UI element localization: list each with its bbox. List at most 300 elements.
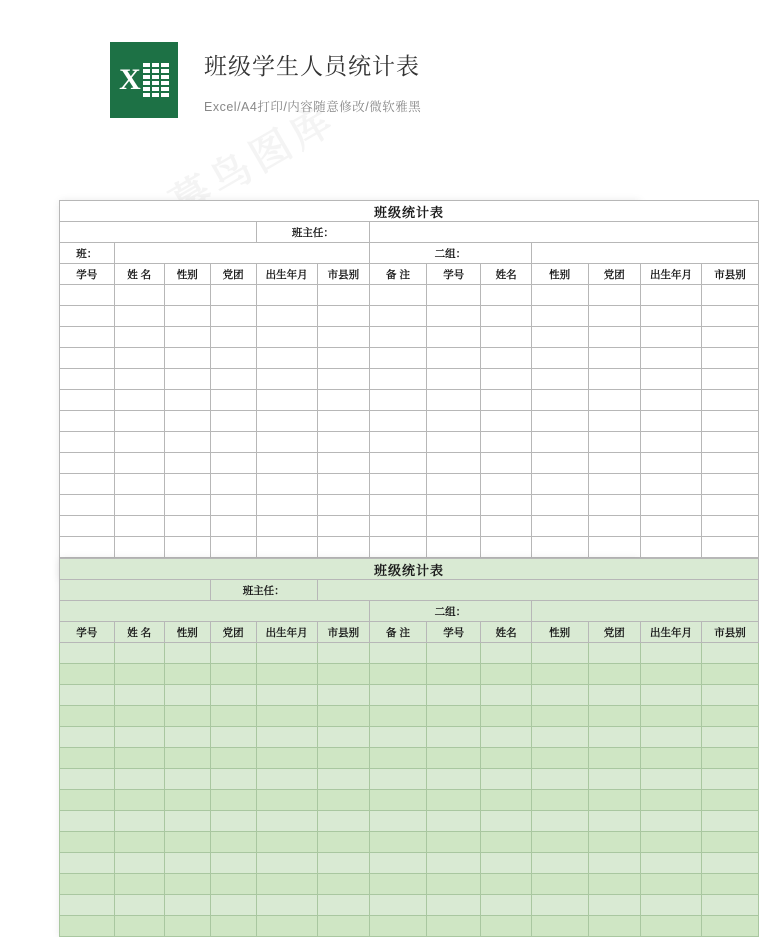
table-cell[interactable]: [256, 432, 317, 453]
table-cell[interactable]: [114, 516, 164, 537]
table-cell[interactable]: [531, 390, 588, 411]
table-cell[interactable]: [481, 769, 531, 790]
table-cell[interactable]: [640, 474, 701, 495]
table-cell[interactable]: [426, 916, 481, 937]
table-cell[interactable]: [370, 790, 427, 811]
table-cell[interactable]: [588, 727, 640, 748]
table-cell[interactable]: [256, 390, 317, 411]
table-cell[interactable]: [588, 769, 640, 790]
table-cell[interactable]: [640, 832, 701, 853]
table-cell[interactable]: [164, 769, 210, 790]
table-cell[interactable]: [588, 706, 640, 727]
table-cell[interactable]: [256, 453, 317, 474]
table-cell[interactable]: [481, 790, 531, 811]
table-cell[interactable]: [640, 706, 701, 727]
table-cell[interactable]: [702, 874, 759, 895]
table-cell[interactable]: [256, 832, 317, 853]
table-cell[interactable]: [588, 790, 640, 811]
table-cell[interactable]: [426, 895, 481, 916]
table-cell[interactable]: [114, 348, 164, 369]
table-cell[interactable]: [60, 727, 115, 748]
table-cell[interactable]: [531, 516, 588, 537]
table-cell[interactable]: [317, 348, 369, 369]
table-cell[interactable]: [702, 516, 759, 537]
table-cell[interactable]: [210, 285, 256, 306]
table-cell[interactable]: [588, 516, 640, 537]
table-cell[interactable]: [588, 474, 640, 495]
table-cell[interactable]: [426, 369, 481, 390]
table-cell[interactable]: [531, 853, 588, 874]
table-cell[interactable]: [370, 811, 427, 832]
table-cell[interactable]: [210, 411, 256, 432]
table-row[interactable]: [60, 790, 759, 811]
table-cell[interactable]: [164, 895, 210, 916]
table-cell[interactable]: [588, 327, 640, 348]
table-cell[interactable]: [370, 474, 427, 495]
table-cell[interactable]: [317, 685, 369, 706]
table-cell[interactable]: [702, 664, 759, 685]
table-cell[interactable]: [256, 327, 317, 348]
table-cell[interactable]: [370, 916, 427, 937]
table-cell[interactable]: [317, 916, 369, 937]
table-cell[interactable]: [164, 453, 210, 474]
table-cell[interactable]: [60, 327, 115, 348]
table-cell[interactable]: [114, 790, 164, 811]
table-cell[interactable]: [531, 664, 588, 685]
table-cell[interactable]: [317, 327, 369, 348]
table-cell[interactable]: [370, 306, 427, 327]
table-cell[interactable]: [317, 790, 369, 811]
table-cell[interactable]: [426, 790, 481, 811]
table-cell[interactable]: [164, 516, 210, 537]
table-cell[interactable]: [640, 390, 701, 411]
table-cell[interactable]: [640, 327, 701, 348]
table-cell[interactable]: [317, 643, 369, 664]
table-row[interactable]: [60, 706, 759, 727]
table-cell[interactable]: [531, 306, 588, 327]
table-cell[interactable]: [210, 495, 256, 516]
table-cell[interactable]: [60, 853, 115, 874]
table-cell[interactable]: [60, 369, 115, 390]
table-cell[interactable]: [60, 664, 115, 685]
table-cell[interactable]: [210, 811, 256, 832]
table-row[interactable]: [60, 811, 759, 832]
table-row[interactable]: [60, 916, 759, 937]
table-cell[interactable]: [256, 811, 317, 832]
table-cell[interactable]: [114, 811, 164, 832]
table-cell[interactable]: [481, 474, 531, 495]
table-cell[interactable]: [317, 369, 369, 390]
table-cell[interactable]: [256, 369, 317, 390]
table-cell[interactable]: [702, 327, 759, 348]
table-cell[interactable]: [588, 411, 640, 432]
table-cell[interactable]: [60, 748, 115, 769]
table-cell[interactable]: [256, 474, 317, 495]
table-cell[interactable]: [164, 369, 210, 390]
table-cell[interactable]: [481, 390, 531, 411]
table-cell[interactable]: [640, 495, 701, 516]
table-cell[interactable]: [114, 411, 164, 432]
table-cell[interactable]: [640, 516, 701, 537]
table-cell[interactable]: [114, 285, 164, 306]
table-cell[interactable]: [640, 853, 701, 874]
table-cell[interactable]: [640, 369, 701, 390]
table-cell[interactable]: [481, 369, 531, 390]
table-cell[interactable]: [164, 327, 210, 348]
table-cell[interactable]: [588, 432, 640, 453]
table-row[interactable]: [60, 411, 759, 432]
table-cell[interactable]: [426, 664, 481, 685]
table-row[interactable]: [60, 685, 759, 706]
table-cell[interactable]: [256, 895, 317, 916]
table-cell[interactable]: [114, 643, 164, 664]
table-cell[interactable]: [588, 916, 640, 937]
table-cell[interactable]: [702, 390, 759, 411]
table-cell[interactable]: [370, 853, 427, 874]
table-cell[interactable]: [60, 411, 115, 432]
table-cell[interactable]: [702, 643, 759, 664]
table-cell[interactable]: [426, 474, 481, 495]
table-cell[interactable]: [640, 874, 701, 895]
table-cell[interactable]: [60, 832, 115, 853]
table-cell[interactable]: [640, 895, 701, 916]
table-cell[interactable]: [426, 853, 481, 874]
table-cell[interactable]: [588, 895, 640, 916]
table-cell[interactable]: [210, 706, 256, 727]
table-cell[interactable]: [531, 643, 588, 664]
table-cell[interactable]: [164, 474, 210, 495]
table-cell[interactable]: [481, 664, 531, 685]
table-cell[interactable]: [210, 769, 256, 790]
table-cell[interactable]: [481, 916, 531, 937]
table-cell[interactable]: [481, 453, 531, 474]
table-cell[interactable]: [588, 348, 640, 369]
table-cell[interactable]: [702, 811, 759, 832]
table-row[interactable]: [60, 874, 759, 895]
table-cell[interactable]: [114, 306, 164, 327]
table-cell[interactable]: [588, 664, 640, 685]
table-cell[interactable]: [531, 348, 588, 369]
table-cell[interactable]: [588, 811, 640, 832]
table-cell[interactable]: [588, 390, 640, 411]
table-cell[interactable]: [426, 327, 481, 348]
table-cell[interactable]: [588, 285, 640, 306]
table-cell[interactable]: [640, 748, 701, 769]
table-cell[interactable]: [256, 643, 317, 664]
table-cell[interactable]: [210, 790, 256, 811]
table-cell[interactable]: [640, 769, 701, 790]
table-cell[interactable]: [481, 306, 531, 327]
table-cell[interactable]: [210, 516, 256, 537]
table-cell[interactable]: [370, 327, 427, 348]
table-cell[interactable]: [702, 474, 759, 495]
table-cell[interactable]: [60, 537, 115, 558]
table-cell[interactable]: [317, 727, 369, 748]
table-cell[interactable]: [370, 664, 427, 685]
table-cell[interactable]: [164, 874, 210, 895]
table-cell[interactable]: [317, 516, 369, 537]
table-cell[interactable]: [317, 432, 369, 453]
table-cell[interactable]: [317, 853, 369, 874]
table-cell[interactable]: [531, 495, 588, 516]
table-cell[interactable]: [114, 748, 164, 769]
table-cell[interactable]: [426, 411, 481, 432]
table-cell[interactable]: [531, 916, 588, 937]
table-cell[interactable]: [702, 853, 759, 874]
table-cell[interactable]: [702, 832, 759, 853]
table-row[interactable]: [60, 453, 759, 474]
table-cell[interactable]: [317, 874, 369, 895]
table-row[interactable]: [60, 495, 759, 516]
table-cell[interactable]: [588, 685, 640, 706]
table-cell[interactable]: [702, 453, 759, 474]
table-cell[interactable]: [164, 495, 210, 516]
table-row[interactable]: [60, 769, 759, 790]
table-cell[interactable]: [588, 874, 640, 895]
table-cell[interactable]: [210, 853, 256, 874]
table-cell[interactable]: [640, 643, 701, 664]
table-cell[interactable]: [317, 285, 369, 306]
table-cell[interactable]: [370, 390, 427, 411]
table-cell[interactable]: [164, 853, 210, 874]
table-cell[interactable]: [481, 495, 531, 516]
table-cell[interactable]: [370, 895, 427, 916]
table-cell[interactable]: [210, 348, 256, 369]
table-cell[interactable]: [60, 643, 115, 664]
table-row[interactable]: [60, 853, 759, 874]
table-cell[interactable]: [164, 790, 210, 811]
table-cell[interactable]: [588, 832, 640, 853]
table-row[interactable]: [60, 516, 759, 537]
table-cell[interactable]: [531, 369, 588, 390]
table-cell[interactable]: [481, 706, 531, 727]
table-cell[interactable]: [531, 748, 588, 769]
table-row[interactable]: [60, 832, 759, 853]
table-cell[interactable]: [317, 495, 369, 516]
table-cell[interactable]: [210, 369, 256, 390]
table-cell[interactable]: [60, 685, 115, 706]
table-cell[interactable]: [256, 495, 317, 516]
table-row[interactable]: [60, 895, 759, 916]
table-cell[interactable]: [60, 432, 115, 453]
table-cell[interactable]: [640, 790, 701, 811]
table-row[interactable]: [60, 474, 759, 495]
table-cell[interactable]: [256, 727, 317, 748]
table-cell[interactable]: [114, 390, 164, 411]
table-cell[interactable]: [481, 685, 531, 706]
table-row[interactable]: [60, 432, 759, 453]
table-cell[interactable]: [640, 285, 701, 306]
table-cell[interactable]: [531, 727, 588, 748]
table-cell[interactable]: [531, 790, 588, 811]
table-cell[interactable]: [640, 453, 701, 474]
table-cell[interactable]: [114, 664, 164, 685]
table-cell[interactable]: [164, 685, 210, 706]
table-cell[interactable]: [588, 537, 640, 558]
table-cell[interactable]: [60, 390, 115, 411]
table-cell[interactable]: [164, 916, 210, 937]
table-cell[interactable]: [426, 348, 481, 369]
table-cell[interactable]: [114, 453, 164, 474]
table-cell[interactable]: [256, 537, 317, 558]
table-cell[interactable]: [256, 306, 317, 327]
table-cell[interactable]: [640, 306, 701, 327]
table-cell[interactable]: [114, 832, 164, 853]
table-cell[interactable]: [164, 832, 210, 853]
table-cell[interactable]: [317, 748, 369, 769]
table-cell[interactable]: [210, 453, 256, 474]
table-cell[interactable]: [370, 432, 427, 453]
table-cell[interactable]: [114, 874, 164, 895]
table-cell[interactable]: [531, 832, 588, 853]
table-cell[interactable]: [702, 706, 759, 727]
table-cell[interactable]: [114, 685, 164, 706]
table-cell[interactable]: [164, 390, 210, 411]
table-cell[interactable]: [164, 432, 210, 453]
table-cell[interactable]: [164, 537, 210, 558]
table-cell[interactable]: [531, 327, 588, 348]
table-cell[interactable]: [256, 348, 317, 369]
table-cell[interactable]: [256, 664, 317, 685]
table-cell[interactable]: [370, 706, 427, 727]
table-cell[interactable]: [256, 685, 317, 706]
table-cell[interactable]: [426, 390, 481, 411]
table-cell[interactable]: [640, 432, 701, 453]
table-cell[interactable]: [588, 453, 640, 474]
table-cell[interactable]: [702, 769, 759, 790]
table-cell[interactable]: [60, 474, 115, 495]
table-cell[interactable]: [317, 664, 369, 685]
table-cell[interactable]: [256, 411, 317, 432]
table-cell[interactable]: [317, 306, 369, 327]
table-cell[interactable]: [370, 643, 427, 664]
table-cell[interactable]: [256, 853, 317, 874]
table-cell[interactable]: [60, 453, 115, 474]
table-row[interactable]: [60, 369, 759, 390]
table-cell[interactable]: [370, 516, 427, 537]
table-cell[interactable]: [531, 453, 588, 474]
table-cell[interactable]: [60, 348, 115, 369]
table-cell[interactable]: [210, 664, 256, 685]
table-cell[interactable]: [531, 285, 588, 306]
table-cell[interactable]: [114, 537, 164, 558]
table-cell[interactable]: [531, 685, 588, 706]
table-cell[interactable]: [531, 474, 588, 495]
table-cell[interactable]: [702, 411, 759, 432]
table-cell[interactable]: [114, 495, 164, 516]
table-cell[interactable]: [370, 411, 427, 432]
table-cell[interactable]: [531, 811, 588, 832]
table-cell[interactable]: [210, 832, 256, 853]
table-cell[interactable]: [370, 874, 427, 895]
table-cell[interactable]: [531, 769, 588, 790]
table-cell[interactable]: [640, 664, 701, 685]
table-cell[interactable]: [531, 432, 588, 453]
table-cell[interactable]: [702, 685, 759, 706]
table-cell[interactable]: [426, 537, 481, 558]
table-cell[interactable]: [702, 348, 759, 369]
table-cell[interactable]: [256, 790, 317, 811]
table-cell[interactable]: [481, 727, 531, 748]
table-cell[interactable]: [481, 348, 531, 369]
table-cell[interactable]: [481, 874, 531, 895]
table-row[interactable]: [60, 537, 759, 558]
table-cell[interactable]: [426, 285, 481, 306]
table-cell[interactable]: [588, 369, 640, 390]
table-cell[interactable]: [210, 432, 256, 453]
table-cell[interactable]: [60, 811, 115, 832]
table-cell[interactable]: [210, 390, 256, 411]
table-cell[interactable]: [481, 853, 531, 874]
table-cell[interactable]: [114, 327, 164, 348]
table-cell[interactable]: [210, 916, 256, 937]
table-cell[interactable]: [370, 537, 427, 558]
table-cell[interactable]: [164, 285, 210, 306]
table-row[interactable]: [60, 390, 759, 411]
table-cell[interactable]: [164, 664, 210, 685]
table-cell[interactable]: [256, 285, 317, 306]
table-cell[interactable]: [588, 643, 640, 664]
table-cell[interactable]: [481, 643, 531, 664]
table-cell[interactable]: [702, 727, 759, 748]
table-cell[interactable]: [702, 285, 759, 306]
table-cell[interactable]: [481, 327, 531, 348]
table-cell[interactable]: [256, 916, 317, 937]
table-cell[interactable]: [114, 432, 164, 453]
table-cell[interactable]: [481, 516, 531, 537]
table-cell[interactable]: [317, 832, 369, 853]
table-cell[interactable]: [426, 769, 481, 790]
table-cell[interactable]: [317, 706, 369, 727]
table-cell[interactable]: [114, 727, 164, 748]
table-cell[interactable]: [702, 916, 759, 937]
table-cell[interactable]: [317, 895, 369, 916]
table-cell[interactable]: [370, 685, 427, 706]
table-cell[interactable]: [426, 643, 481, 664]
table-cell[interactable]: [256, 769, 317, 790]
table-cell[interactable]: [481, 537, 531, 558]
table-cell[interactable]: [702, 432, 759, 453]
table-cell[interactable]: [370, 369, 427, 390]
table-cell[interactable]: [60, 895, 115, 916]
table-row[interactable]: [60, 285, 759, 306]
table-row[interactable]: [60, 664, 759, 685]
table-cell[interactable]: [60, 874, 115, 895]
table-cell[interactable]: [317, 453, 369, 474]
table-cell[interactable]: [370, 348, 427, 369]
table-cell[interactable]: [164, 811, 210, 832]
table-cell[interactable]: [481, 811, 531, 832]
table-cell[interactable]: [317, 537, 369, 558]
table-cell[interactable]: [702, 895, 759, 916]
table-cell[interactable]: [114, 916, 164, 937]
table-cell[interactable]: [164, 411, 210, 432]
table-cell[interactable]: [114, 474, 164, 495]
table-cell[interactable]: [426, 832, 481, 853]
table-cell[interactable]: [317, 411, 369, 432]
table-cell[interactable]: [210, 895, 256, 916]
table-cell[interactable]: [702, 495, 759, 516]
table-cell[interactable]: [426, 306, 481, 327]
table-row[interactable]: [60, 348, 759, 369]
table-cell[interactable]: [256, 748, 317, 769]
table-cell[interactable]: [114, 895, 164, 916]
table-cell[interactable]: [210, 537, 256, 558]
table-row[interactable]: [60, 306, 759, 327]
table-cell[interactable]: [164, 348, 210, 369]
table-cell[interactable]: [210, 874, 256, 895]
table-cell[interactable]: [481, 285, 531, 306]
